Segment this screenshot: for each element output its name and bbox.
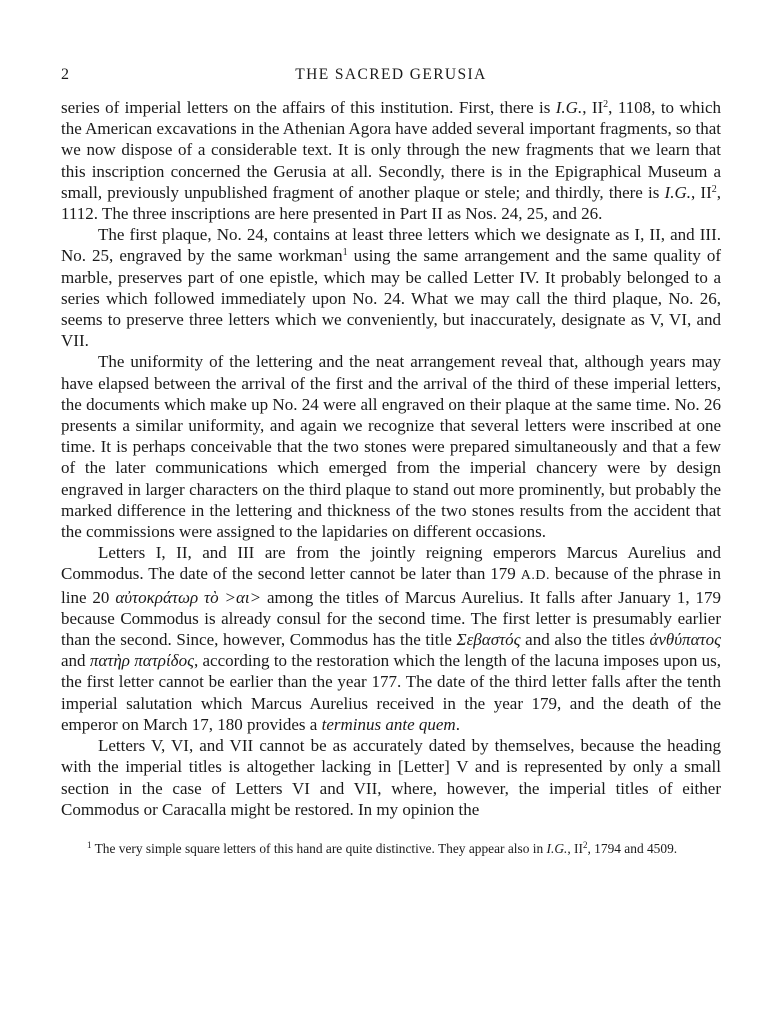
footnote: $^1$ The very simple square letters of this hand are quite distinctive. They appear also in I.G., $II^2$, 1794 and 4509. [87,839,678,856]
greek-phrase: αὐτοκράτωρ τὸ >αι> [115,587,262,607]
paragraph-5: Letters V, VI, and VII cannot be as accurately dated by themselves, because the heading with the imperial titles is altogether lacking in [Letter] V and is represented by only a small section in the case of Letters VI and VII, where, however, the imperial titles of either Commodus or Caracalla might be restored. In my opinion the [61,736,721,819]
body-text [61,97,721,820]
paragraph-1: series of imperial letters on the affairs of this institution. First, there is I.G., $II^2$, 1108, to which the American excavations in the Athenian Agora have added several important fragments, so that we now dispose of a considerable text. It is only through the new fragments that we learn that this inscription concerned the Gerusia at all. Secondly, there is in the Epigraphical Museum a small, previously unpublished fragment of another plaque or stele; and thirdly, there is I.G., $II^2$, 1112. The three inscriptions are here presented in Part II as Nos. 24, 25, and 26. [61,98,722,224]
paragraph-3: The uniformity of the lettering and the neat arrangement reveal that, although years may have elapsed between the arrival of the first and the arrival of the third of these imperial letters, the documents which make up No. 24 were all engraved on their plaque at the same time. No. 26 presents a similar uniformity, and again we recognize that several letters were inscribed at one time. It is perhaps conceivable that the two stones were prepared simultaneously and that a few of the later communications which emerged from the imperial chancery were by design engraved in larger characters on the third plaque to stand out more prominently, but probably the marked difference in the lettering and thickness of the two stones results from the accident that the commissions were assigned to the lapidaries on different occasions. [61,352,721,542]
greek-phrase: Σεβαστός [456,630,521,650]
paragraph-2: The first plaque, No. 24, contains at least three letters which we designate as I, II, and III. No. 25, engraved by the same workman$^1$ using the same arrangement and the same quality of marble, preserves part of one epistle, which may be called Letter IV. It probably belonged to a series which followed immediately upon No. 24. What we may call the third plaque, No. 26, seems to preserve three letters which we conveniently, but inaccurately, designate as V, VI, and VII. [61,225,722,351]
greek-phrase: ἀνθύπατος [649,630,721,650]
latin-phrase: terminus ante quem [321,714,456,734]
running-title: THE SACRED GERUSIA [295,66,487,83]
page [61,66,721,859]
footnote-reference[interactable]: 1 [342,247,348,259]
greek-phrase: πατὴρ πατρίδος [89,651,194,671]
paragraph-4: Letters I, II, and III are from the jointly reigning emperors Marcus Aurelius and Commodus. The date of the second letter cannot be later than 179 A.D. because of the phrase in line 20 αὐτοκράτωρ τὸ >αι> among the titles of Marcus Aurelius. It falls after January 1, 179 because Commodus is already consul for the second time. The first letter is presumably earlier than the second. Since, however, Commodus has the title Σεβαστός and also the titles ἀνθύπατος and πατὴρ πατρίδος, according to the restoration which the length of the lacuna imposes upon us, the first letter cannot be earlier than the year 177. The date of the third letter falls after the tenth imperial salutation which Marcus Aurelius received in the year 179, and the death of the emperor on March 17, 180 provides a terminus ante quem. [61,543,721,734]
page-number: 2 [61,66,70,83]
running-head [61,66,721,90]
footnote-mark: 1 [87,839,92,850]
